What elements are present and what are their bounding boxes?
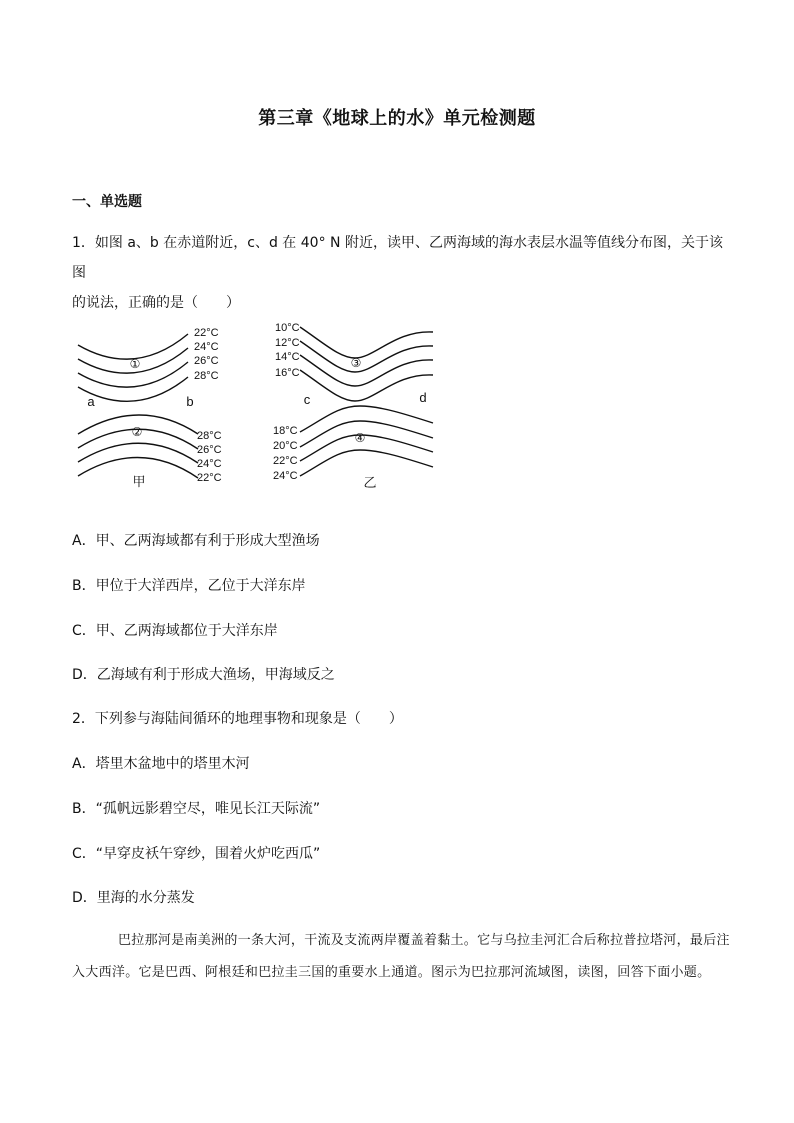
question-1-option-b[interactable]: B．甲位于大洋西岸，乙位于大洋东岸 xyxy=(72,578,306,594)
reading-passage: 巴拉那河是南美洲的一条大河，干流及支流两岸覆盖着黏土。它与乌拉圭河汇合后称拉普拉塔河，最后注入大西洋。它是巴西、阿根廷和巴拉圭三国的重要水上通道。图示为巴拉那河流域图，读图，回答下面小题。 xyxy=(72,933,730,980)
question-1-line-1: 1．如图 a、b 在赤道附近，c、d 在 40° N 附近，读甲、乙两海域的海水表层水温等值线分布图，关于该图 xyxy=(72,235,723,281)
isotherm-line xyxy=(300,327,433,358)
isotherm-line xyxy=(300,355,433,386)
isotherm-label: 24°C xyxy=(273,470,298,482)
caption-yi: 乙 xyxy=(363,475,377,490)
question-2-stem: 2．下列参与海陆间循环的地理事物和现象是（ ） xyxy=(72,711,403,727)
isotherm-label: 24°C xyxy=(194,341,219,353)
isotherm-label: 12°C xyxy=(275,337,300,349)
question-1-line-2: 的说法，正确的是（ ） xyxy=(72,295,240,311)
question-1-option-c[interactable]: C．甲、乙两海域都位于大洋东岸 xyxy=(72,623,278,639)
isotherm-label: 22°C xyxy=(273,455,298,467)
isotherm-label: 20°C xyxy=(273,440,298,452)
isotherm-label: 14°C xyxy=(275,351,300,363)
question-2-option-a[interactable]: A．塔里木盆地中的塔里木河 xyxy=(72,756,250,772)
question-1-option-d[interactable]: D．乙海域有利于形成大渔场，甲海域反之 xyxy=(72,667,335,683)
isotherm-label: 26°C xyxy=(197,444,222,456)
point-letter-c: c xyxy=(303,392,311,407)
isotherm-label: 18°C xyxy=(273,425,298,437)
region-marks xyxy=(130,356,366,445)
point-letters xyxy=(87,390,426,409)
isotherm-line xyxy=(78,334,188,359)
caption-jia: 甲 xyxy=(132,474,146,489)
region-mark-4: ④ xyxy=(354,431,366,445)
region-mark-1: ① xyxy=(129,357,141,371)
isotherm-line xyxy=(300,341,433,372)
isotherm-line xyxy=(300,370,433,401)
isotherm-line xyxy=(300,435,433,461)
section-heading: 一、单选题 xyxy=(72,194,142,210)
point-letter-a: a xyxy=(87,394,95,409)
question-1-option-a[interactable]: A．甲、乙两海域都有利于形成大型渔场 xyxy=(72,533,320,549)
region-mark-3: ③ xyxy=(350,356,362,370)
isotherm-label: 10°C xyxy=(275,322,300,334)
isotherm-figure xyxy=(60,310,460,495)
isotherm-line xyxy=(300,421,433,447)
isotherm-label: 26°C xyxy=(194,355,219,367)
question-2-option-b[interactable]: B．“孤帆远影碧空尽，唯见长江天际流” xyxy=(72,801,321,817)
isotherm-line xyxy=(300,450,433,476)
point-letter-b: b xyxy=(186,394,194,409)
question-2-option-c[interactable]: C．“早穿皮袄午穿纱，围着火炉吃西瓜” xyxy=(72,846,321,862)
question-1-stem xyxy=(72,228,732,318)
isotherm-labels xyxy=(194,322,300,484)
isotherm-label: 28°C xyxy=(197,430,222,442)
point-letter-d: d xyxy=(419,390,427,405)
page-title: 第三章《地球上的水》单元检测题 xyxy=(258,108,536,129)
isotherm-lines xyxy=(78,327,433,478)
isotherm-label: 28°C xyxy=(194,370,219,382)
isotherm-label: 22°C xyxy=(197,472,222,484)
isotherm-line xyxy=(78,443,198,463)
question-2-option-d[interactable]: D．里海的水分蒸发 xyxy=(72,890,195,906)
isotherm-label: 16°C xyxy=(275,367,300,379)
region-mark-2: ② xyxy=(131,425,143,439)
figure-captions xyxy=(132,474,376,490)
isotherm-line xyxy=(300,406,433,432)
isotherm-label: 24°C xyxy=(197,458,222,470)
isotherm-label: 22°C xyxy=(194,327,219,339)
